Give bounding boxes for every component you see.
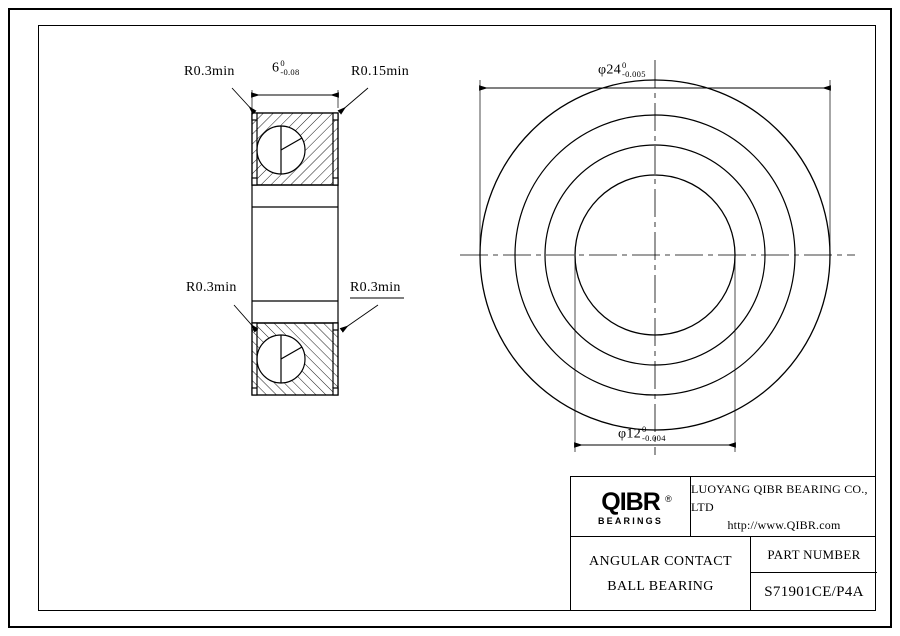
callout-r015min-top-right: R0.15min: [351, 64, 410, 79]
company-website[interactable]: http://www.QIBR.com: [727, 518, 841, 532]
logo-brand-text: QIBR ®: [601, 487, 671, 516]
product-description: [571, 537, 751, 611]
registered-trademark-icon: ®: [665, 493, 671, 504]
company-info: [691, 477, 877, 537]
front-view: [460, 60, 855, 455]
product-description-line2: BALL BEARING: [607, 579, 714, 594]
company-name: LUOYANG QIBR BEARING CO., LTD: [691, 482, 868, 514]
section-view: [232, 88, 404, 395]
part-number-label: PART NUMBER: [751, 537, 877, 573]
title-block: [570, 476, 876, 611]
callout-width-dim: 6 0 -0.08: [272, 58, 300, 77]
dimension-outer-diameter: φ24 0 -0.005: [598, 60, 646, 79]
callout-r03min-bottom-right: R0.3min: [350, 280, 401, 295]
company-logo: [571, 477, 691, 537]
part-number-value: S71901CE/P4A: [764, 583, 864, 600]
part-number-block: [751, 537, 877, 611]
product-description-line1: ANGULAR CONTACT: [589, 554, 732, 569]
logo-subtitle: BEARINGS: [597, 515, 664, 526]
title-block-header-row: [571, 477, 875, 537]
callout-r03min-top-left: R0.3min: [184, 64, 235, 79]
title-block-body-row: [571, 537, 875, 611]
callout-r03min-bottom-left: R0.3min: [186, 280, 237, 295]
dimension-bore-diameter: φ12 0 -0.004: [618, 424, 666, 443]
